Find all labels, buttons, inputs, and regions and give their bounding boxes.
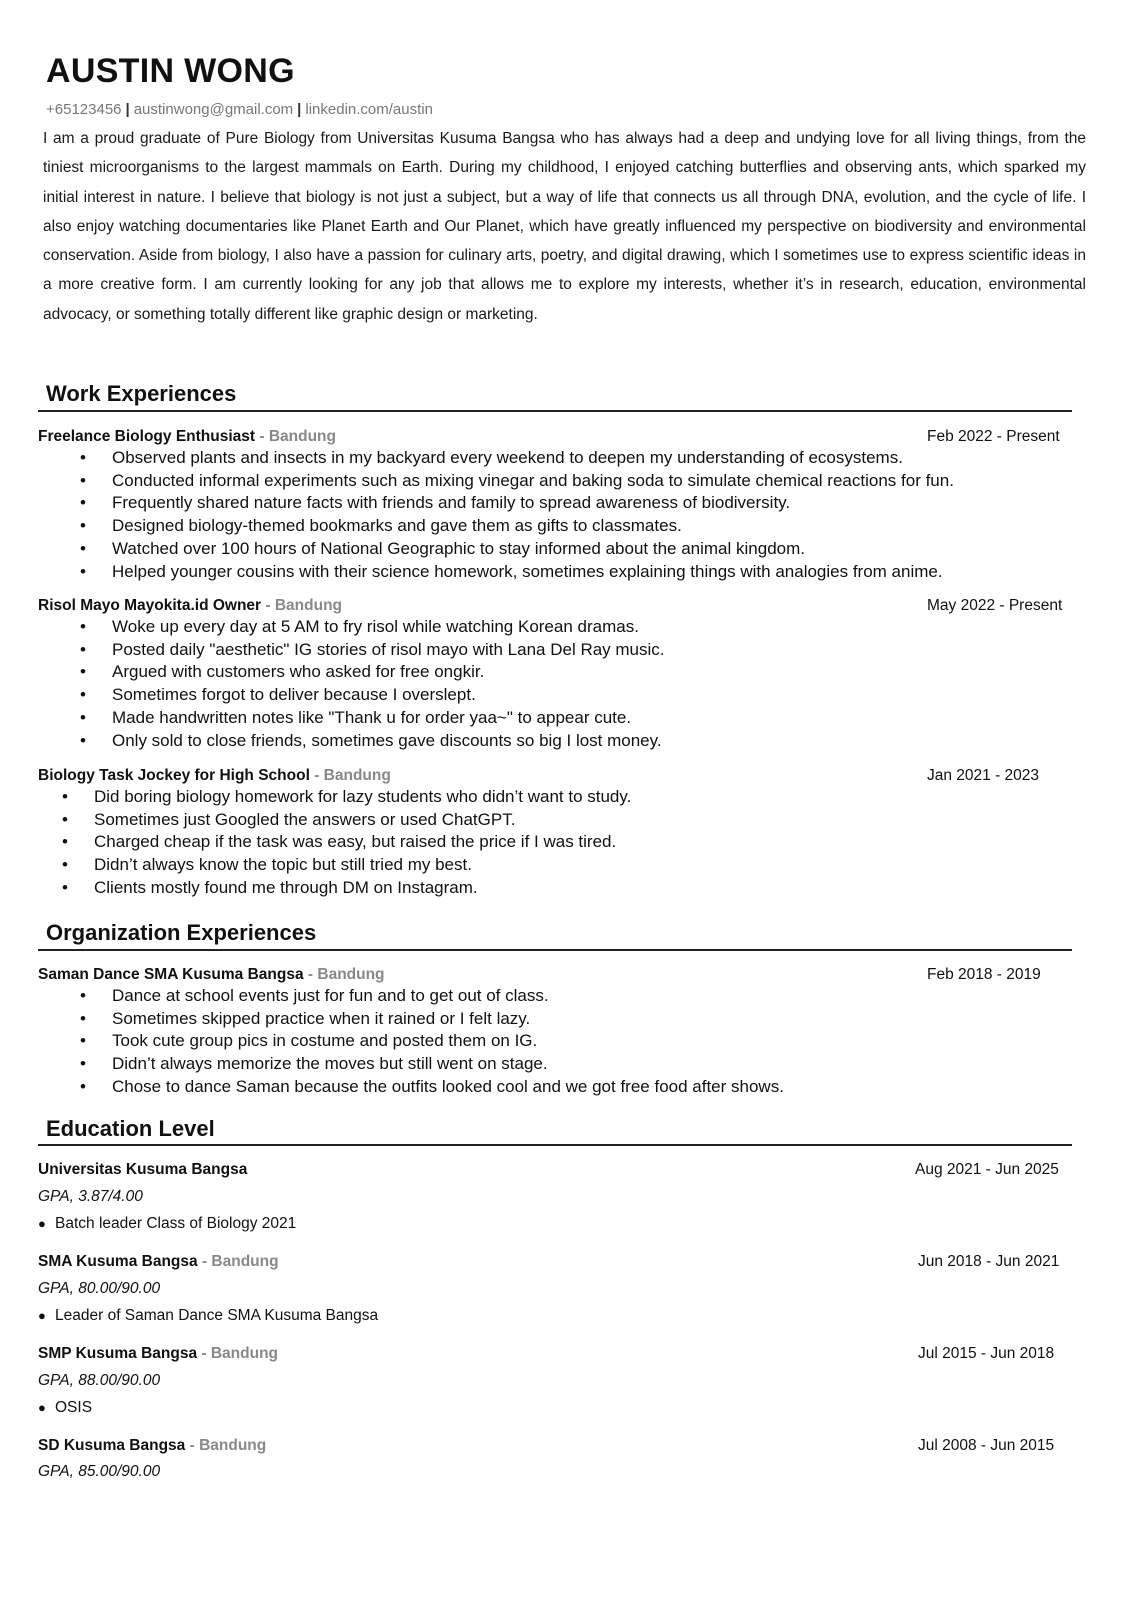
edu-entry-header [38,1345,1072,1363]
list-item: • Didn’t always know the topic but still tried my best. [62,854,631,877]
entry-date: Feb 2018 - 2019 [927,966,1041,983]
separator: | [125,101,130,118]
edu-note: ● OSIS [38,1399,93,1416]
bullet-list [62,786,631,900]
section-divider [38,410,1072,412]
entry-date: Jan 2021 - 2023 [927,767,1040,784]
bullet-icon: ● [38,1400,46,1415]
list-item: • Clients mostly found me through DM on Instagram. [62,877,631,900]
entry-title: Risol Mayo Mayokita.id Owner [38,597,262,614]
work-entry-header [38,428,1072,446]
list-item: • Observed plants and insects in my backyard every weekend to deepen my understanding of ecosystems. [80,447,954,470]
entry-title: SMP Kusuma Bangsa [38,1345,198,1362]
work-entry-header [38,767,1072,785]
edu-note: ● Batch leader Class of Biology 2021 [38,1215,297,1232]
separator: | [297,101,302,118]
entry-title: SMA Kusuma Bangsa [38,1253,198,1270]
edu-note: ● Leader of Saman Dance SMA Kusuma Bangsa [38,1307,379,1324]
list-item: • Frequently shared nature facts with friends and family to spread awareness of biodiversity. [80,492,954,515]
section-title-education: Education Level [46,1116,215,1141]
entry-title: SD Kusuma Bangsa [38,1437,186,1454]
edu-entry-header [38,1161,1072,1179]
entry-date: Aug 2021 - Jun 2025 [915,1161,1059,1178]
list-item: • Dance at school events just for fun and to get out of class. [80,985,784,1008]
contact-line [46,101,433,118]
section-divider [38,949,1072,951]
entry-title: Biology Task Jockey for High School [38,767,310,784]
list-item: • Charged cheap if the task was easy, but raised the price if I was tired. [62,831,631,854]
entry-title: Saman Dance SMA Kusuma Bangsa [38,966,304,983]
entry-location: - Bandung [185,1437,267,1454]
entry-location: - Bandung [197,1345,279,1362]
edu-entry-header [38,1253,1072,1271]
entry-title: Freelance Biology Enthusiast [38,428,256,445]
gpa-value: GPA, 80.00/90.00 [38,1280,161,1297]
entry-date: Jun 2018 - Jun 2021 [918,1253,1060,1270]
org-entry-header [38,966,1072,984]
list-item: • Conducted informal experiments such as mixing vinegar and baking soda to simulate chemical reactions for fun. [80,470,954,493]
entry-location: - Bandung [303,966,385,983]
bullet-icon: ● [38,1308,46,1323]
bullet-list [80,985,784,1099]
summary-paragraph: I am a proud graduate of Pure Biology from Universitas Kusuma Bangsa who has always had a deep and undying love for all living things, from the tiniest microorganisms to the largest mammals on Earth. During my childhood, I enjoyed catching butterflies and observing ants, which sparked my initial interest in nature. I believe that biology is not just a subject, but a way of life that connects us all through DNA, evolution, and the cycle of life. I also enjoy watching documentaries like Planet Earth and Our Planet, which have greatly influenced my perspective on biodiversity and environmental conservation. Aside from biology, I also have a passion for culinary arts, poetry, and digital drawing, which I sometimes use to express scientific ideas in a more creative form. I am currently looking for any job that allows me to explore my interests, whether it’s in research, education, environmental advocacy, or something totally different like graphic design or marketing. [43,130,1086,323]
entry-location: - Bandung [197,1253,279,1270]
list-item: • Sometimes just Googled the answers or used ChatGPT. [62,809,631,832]
entry-date: Jul 2015 - Jun 2018 [918,1345,1055,1362]
linkedin-url: linkedin.com/austin [305,101,433,118]
list-item: • Argued with customers who asked for free ongkir. [80,661,665,684]
phone-number: +65123456 [46,101,122,118]
entry-location: - Bandung [309,767,391,784]
section-title-organization: Organization Experiences [46,920,317,945]
list-item: • Didn’t always memorize the moves but still went on stage. [80,1053,784,1076]
entry-date: Feb 2022 - Present [927,428,1060,445]
bullet-list [80,447,954,583]
gpa-value: GPA, 88.00/90.00 [38,1372,161,1389]
bullet-list [80,616,665,752]
email-address: austinwong@gmail.com [133,101,294,118]
list-item: • Chose to dance Saman because the outfits looked cool and we got free food after shows. [80,1076,784,1099]
section-title-work: Work Experiences [46,381,237,406]
list-item: • Helped younger cousins with their science homework, sometimes explaining things with analogies from anime. [80,561,954,584]
list-item: • Did boring biology homework for lazy students who didn’t want to study. [62,786,631,809]
gpa-value: GPA, 85.00/90.00 [38,1463,161,1480]
list-item: • Sometimes forgot to deliver because I overslept. [80,684,665,707]
entry-location: - Bandung [261,597,343,614]
section-divider [38,1144,1072,1146]
edu-entry-header [38,1437,1072,1455]
list-item: • Woke up every day at 5 AM to fry risol while watching Korean dramas. [80,616,665,639]
list-item: • Made handwritten notes like "Thank u for order yaa~" to appear cute. [80,707,665,730]
list-item: • Designed biology-themed bookmarks and gave them as gifts to classmates. [80,515,954,538]
entry-location: - Bandung [255,428,336,445]
list-item: • Posted daily "aesthetic" IG stories of risol mayo with Lana Del Ray music. [80,639,665,662]
list-item: • Only sold to close friends, sometimes gave discounts so big I lost money. [80,730,665,753]
entry-date: May 2022 - Present [927,597,1063,614]
entry-title: Universitas Kusuma Bangsa [38,1161,248,1178]
list-item: • Sometimes skipped practice when it rained or I felt lazy. [80,1008,784,1031]
gpa-value: GPA, 3.87/4.00 [38,1188,143,1205]
list-item: • Took cute group pics in costume and posted them on IG. [80,1030,784,1053]
list-item: • Watched over 100 hours of National Geographic to stay informed about the animal kingdom. [80,538,954,561]
resume-name: AUSTIN WONG [46,52,295,90]
entry-date: Jul 2008 - Jun 2015 [918,1437,1055,1454]
bullet-icon: ● [38,1216,46,1231]
work-entry-header [38,597,1072,615]
